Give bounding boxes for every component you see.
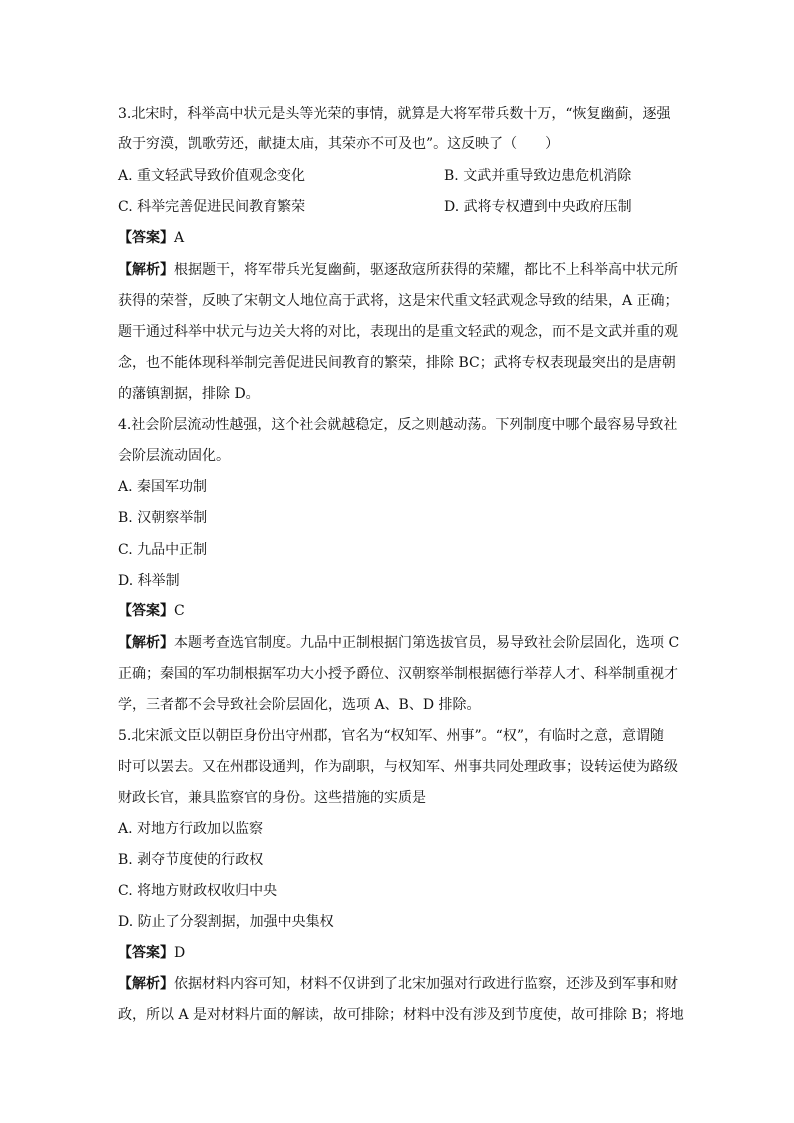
q4-stem-line-1: 4.社会阶层流动性越强，这个社会就越稳定，反之则越动荡。下列制度中哪个最容易导致社: [118, 417, 678, 433]
analysis-tag: 【解析】: [118, 262, 174, 278]
q4-analysis-line-2: 正确；秦国的军功制根据军功大小授予爵位、汉朝察举制根据德行举荐人才、科举制重视才: [118, 666, 678, 682]
q4-option-c: C. 九品中正制: [118, 542, 208, 558]
answer-value: C: [174, 603, 185, 619]
q4-stem-line-2: 会阶层流动固化。: [118, 448, 230, 464]
q4-analysis-line-1: [118, 633, 678, 653]
analysis-text: 本题考查选官制度。九品中正制根据门第选拔官员，易导致社会阶层固化，选项 C: [174, 635, 680, 651]
answer-value: A: [174, 230, 185, 246]
q3-option-a: A. 重文轻武导致价值观念变化: [118, 168, 306, 184]
q3-stem-line-2: 敌于穷漠，凯歌劳还，献捷太庙，其荣亦不可及也”。这反映了（ ）: [118, 136, 560, 152]
q5-analysis-line-2: 政，所以 A 是对材料片面的解读，故可排除；材料中没有涉及到节度使，故可排除 B；将地: [118, 1007, 684, 1023]
q4-option-a: A. 秦国军功制: [118, 479, 208, 495]
q3-option-b: B. 文武并重导致边患危机消除: [444, 168, 632, 184]
q3-analysis-line-4: 念，也不能体现科举制完善促进民间教育的繁荣，排除 BC；武将专权表现最突出的是唐朝: [118, 355, 676, 371]
q5-analysis-line-1: [118, 974, 678, 994]
answer-tag: 【答案】: [118, 603, 174, 619]
q5-option-a: A. 对地方行政加以监察: [118, 821, 264, 837]
q5-stem-line-3: 财政长官，兼具监察官的身份。这些措施的实质是: [118, 790, 426, 806]
q5-stem-line-2: 时可以罢去。又在州郡设通判，作为副职，与权知军、州事共同处理政事；设转运使为路级: [118, 759, 678, 775]
q3-answer: [118, 228, 678, 248]
q3-analysis-line-2: 获得的荣誉，反映了宋朝文人地位高于武将，这是宋代重文轻武观念导致的结果，A 正确；: [118, 293, 679, 309]
analysis-tag: 【解析】: [118, 976, 174, 992]
q3-option-c: C. 科举完善促进民间教育繁荣: [118, 199, 306, 215]
q5-option-c: C. 将地方财政权收归中央: [118, 883, 278, 899]
q3-option-d: D. 武将专权遭到中央政府压制: [444, 199, 632, 215]
q3-analysis-line-1: [118, 260, 678, 280]
q5-stem-line-1: 5.北宋派文臣以朝臣身份出守州郡，官名为“权知军、州事”。“权”，有临时之意，意谓随: [118, 728, 664, 744]
q3-analysis-line-3: 题干通过科举中状元与边关大将的对比，表现出的是重文轻武的观念，而不是文武并重的观: [118, 324, 678, 340]
analysis-text: 根据题干，将军带兵光复幽蓟，驱逐敌寇所获得的荣耀，都比不上科举高中状元所: [174, 262, 678, 278]
q3-analysis-line-5: 的藩镇割据，排除 D。: [118, 386, 260, 402]
q4-answer: [118, 601, 678, 621]
answer-tag: 【答案】: [118, 945, 174, 961]
q4-option-b: B. 汉朝察举制: [118, 510, 208, 526]
q3-stem-line-1: 3.北宋时，科举高中状元是头等光荣的事情，就算是大将军带兵数十万，“恢复幽蓟，逐强: [118, 106, 671, 122]
q4-option-d: D. 科举制: [118, 573, 180, 589]
q4-analysis-line-3: 学，三者都不会导致社会阶层固化，选项 A、B、D 排除。: [118, 697, 481, 713]
analysis-text: 依据材料内容可知，材料不仅讲到了北宋加强对行政进行监察，还涉及到军事和财: [174, 976, 678, 992]
q5-option-b: B. 剥夺节度使的行政权: [118, 852, 264, 868]
analysis-tag: 【解析】: [118, 635, 174, 651]
q5-option-d: D. 防止了分裂割据，加强中央集权: [118, 914, 334, 930]
answer-tag: 【答案】: [118, 230, 174, 246]
answer-value: D: [174, 945, 186, 961]
q5-answer: [118, 943, 678, 963]
